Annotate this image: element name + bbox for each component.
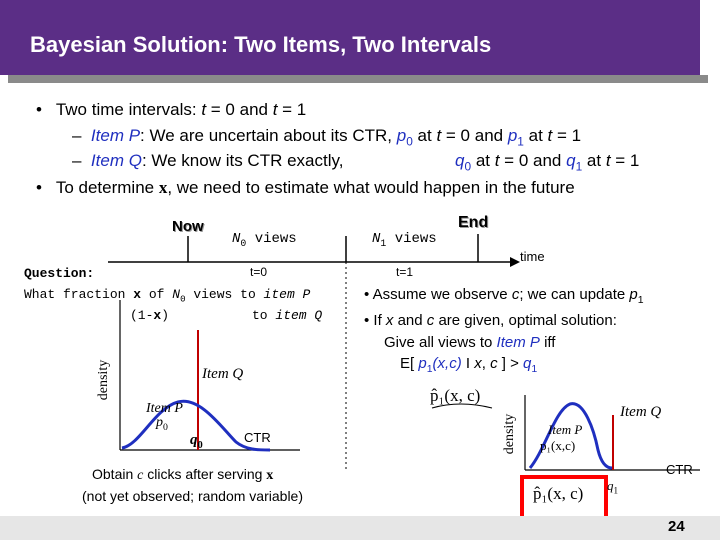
left-item-q-label: Item Q xyxy=(202,366,244,382)
right-text: • Assume we observe xyxy=(364,286,512,303)
item-q-label: Item Q xyxy=(90,151,142,170)
var-t: t xyxy=(494,151,500,170)
sub-0: 0 xyxy=(163,421,168,433)
right-xlabel: CTR xyxy=(666,462,693,477)
var-c: c xyxy=(490,355,498,372)
var-q: q xyxy=(455,151,465,170)
var-q: q xyxy=(607,478,614,493)
var-c: c xyxy=(137,468,144,483)
sub-0: 0 xyxy=(197,440,203,451)
var-n: N xyxy=(172,287,181,302)
bullet-text: , we need to estimate what would happen in the future xyxy=(167,178,575,197)
right-text: ] > xyxy=(497,355,523,372)
dash-marker: – xyxy=(72,151,82,170)
bullet-marker: • xyxy=(36,100,42,119)
sub-0: 0 xyxy=(180,293,186,305)
question-line-2 xyxy=(130,308,169,323)
question-line-2-item xyxy=(252,308,322,323)
right-bullet-1 xyxy=(364,286,644,306)
var-p: p xyxy=(507,126,518,145)
left-ylabel: density xyxy=(96,359,112,401)
right-line-4: E[ $p_1(x,c)$ I x, c ] > $q_1$ xyxy=(400,355,538,375)
args: (x,c) xyxy=(432,355,462,372)
bullet-text: = 0 and xyxy=(441,126,508,145)
bullet-text: at xyxy=(412,126,437,145)
question-text: What fraction xyxy=(24,287,134,302)
caption-line-2: (not yet observed; random variable) xyxy=(82,488,303,504)
bullet-text: at xyxy=(523,126,548,145)
bullet-text: : We are uncertain about its CTR, xyxy=(140,126,397,145)
question-text: to xyxy=(252,308,276,323)
bullet-text: : We know its CTR exactly, xyxy=(141,151,344,170)
label-time: time xyxy=(520,249,545,264)
label-n0-views xyxy=(232,231,297,249)
bullet-text: at xyxy=(582,151,606,170)
var-q: q xyxy=(190,432,198,448)
sub-0: 0 xyxy=(464,159,472,174)
var-q: q xyxy=(566,151,576,170)
right-line-3 xyxy=(384,334,555,351)
question-text: (1- xyxy=(130,308,154,323)
right-text: E[ xyxy=(400,355,419,372)
var-p: p xyxy=(629,286,638,303)
page-number: 24 xyxy=(668,518,685,535)
var-t: t xyxy=(201,100,207,119)
label-n1-views xyxy=(372,231,437,249)
sub-1: 1 xyxy=(637,294,644,306)
question-text: of xyxy=(141,287,173,302)
sub-1: 1 xyxy=(380,237,387,249)
left-item-p-label: Item P xyxy=(146,401,183,416)
posterior-formula-top: p̂₁(x, c) xyxy=(430,386,481,405)
right-text: Give all views to xyxy=(384,334,497,351)
right-q1-label xyxy=(607,478,618,496)
caption-line-1 xyxy=(92,466,273,484)
bullet-marker: • xyxy=(36,178,42,197)
right-text: ; we can update xyxy=(519,286,630,303)
item-q-label: item Q xyxy=(275,308,323,323)
label-now: Now xyxy=(172,218,204,235)
question-text: views to xyxy=(185,287,264,302)
sub-0: 0 xyxy=(240,237,247,249)
sub-1: 1 xyxy=(531,363,538,375)
right-item-p-label: Item P xyxy=(548,422,583,437)
item-p-label: item P xyxy=(263,287,311,302)
var-x: x xyxy=(153,308,162,323)
var-t: t xyxy=(436,126,442,145)
left-q0-label xyxy=(190,432,203,451)
var-n: N xyxy=(372,231,381,247)
bullet-text: = 1 xyxy=(277,100,307,119)
bullet-text: = 1 xyxy=(552,126,582,145)
var-x: x xyxy=(385,312,394,329)
var-x: x xyxy=(474,355,482,372)
bullet-text: = 0 and xyxy=(499,151,567,170)
views-text: views xyxy=(386,231,437,247)
right-text: • If xyxy=(364,312,386,329)
var-n: N xyxy=(232,231,241,247)
var-x: x xyxy=(133,287,142,302)
sub-1: 1 xyxy=(575,159,583,174)
views-text: views xyxy=(246,231,297,247)
right-text: I xyxy=(461,355,475,372)
var-p: p xyxy=(418,355,427,372)
right-text: and xyxy=(393,312,427,329)
sub-1: 1 xyxy=(613,485,619,496)
right-item-q-label: Item Q xyxy=(620,404,662,420)
posterior-formula-boxed: p̂₁(x, c) xyxy=(533,484,584,503)
var-q: q xyxy=(523,355,532,372)
bullet-text: = 0 and xyxy=(206,100,273,119)
footer-strip xyxy=(0,516,720,540)
var-c: c xyxy=(426,312,435,329)
question-heading: Question: xyxy=(24,266,95,281)
var-p: p xyxy=(396,126,407,145)
right-text: iff xyxy=(539,334,556,351)
caption-text: Obtain xyxy=(92,466,138,482)
right-text: are given, optimal solution: xyxy=(434,312,617,329)
question-text: ) xyxy=(161,308,170,323)
label-end: End xyxy=(458,214,489,231)
bullet-text: Two time intervals: xyxy=(55,100,202,119)
timeline-arrowhead xyxy=(510,257,520,267)
dash-marker: – xyxy=(72,126,82,145)
sub-1: 1 xyxy=(426,363,433,375)
var-x: x xyxy=(266,468,274,483)
var-t: t xyxy=(547,126,553,145)
item-p-label: Item P xyxy=(90,126,141,145)
label-t0: t=0 xyxy=(250,265,268,279)
slide-title: Bayesian Solution: Two Items, Two Intervals xyxy=(30,32,492,57)
left-p0-label xyxy=(156,415,168,433)
bullet-text: at xyxy=(471,151,495,170)
var-t: t xyxy=(605,151,611,170)
bullet-text: To determine xyxy=(55,178,159,197)
caption-text: clicks after serving xyxy=(143,466,267,482)
item-p-label: Item P xyxy=(496,334,540,351)
var-p: p xyxy=(156,415,163,430)
var-t: t xyxy=(272,100,278,119)
var-c: c xyxy=(511,286,520,303)
sub-0: 0 xyxy=(406,134,413,149)
right-ylabel: density xyxy=(502,413,518,455)
right-p1-label: p₁(x,c) xyxy=(540,438,576,453)
question-line xyxy=(24,287,310,305)
sub-1: 1 xyxy=(517,134,524,149)
label-t1: t=1 xyxy=(396,265,414,279)
right-bullet-2 xyxy=(364,312,617,329)
left-xlabel: CTR xyxy=(244,430,271,445)
var-x: x xyxy=(158,178,168,197)
bullet-text: = 1 xyxy=(610,151,640,170)
